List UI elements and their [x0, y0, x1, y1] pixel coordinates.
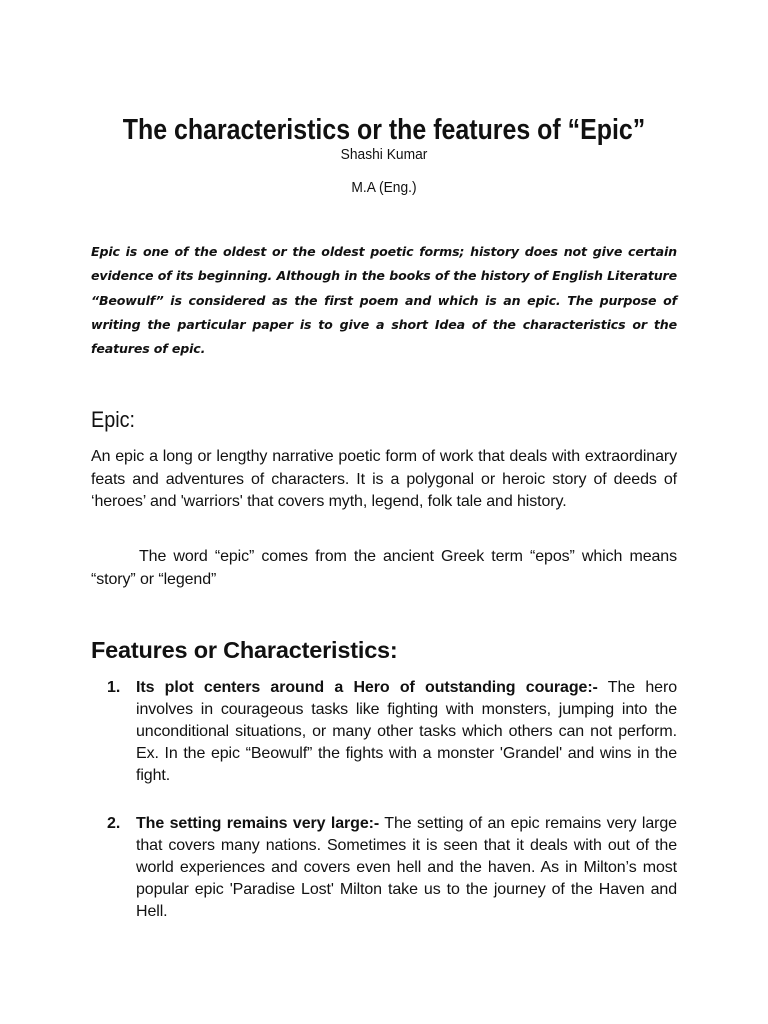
feature-list-item — [91, 813, 677, 923]
abstract-paragraph: Epic is one of the oldest or the oldest poetic forms; history does not give certain evidence of its beginning. Although in the books of the history of English Literature “Beowulf” is considered as the first poem and which is an epic. The purpose of writing the particular paper is to give a short Idea of the characteristics or the features of epic. — [91, 244, 677, 357]
feature-lead: The setting remains very large:- — [136, 815, 380, 832]
feature-text: The setting of an epic remains very large that covers many nations. Sometimes it is seen that it deals with out of the world experiences and covers even hell and the haven. As in Milton’s most popular epic 'Paradise Lost' Milton take us to the journey of the Haven and Hell. — [136, 815, 677, 920]
author-name: Shashi Kumar — [340, 146, 428, 163]
feature-lead: Its plot centers around a Hero of outstanding courage:- — [136, 679, 598, 696]
feature-text: The hero involves in courageous tasks like fighting with monsters, jumping into the unconditional situations, or many other tasks which others can not perform. Ex. In the epic “Beowulf” the fights with a monster 'Grandel' and wins in the fight. — [136, 679, 677, 784]
epic-etymology-paragraph: The word “epic” comes from the ancient Greek term “epos” which means “story” or “legend” — [91, 548, 677, 588]
feature-body — [136, 677, 677, 787]
list-number: 2. — [107, 815, 121, 832]
document-title: The characteristics or the features of “Epic” — [122, 114, 646, 147]
author-degree: M.A (Eng.) — [351, 179, 417, 196]
section-heading-epic: Epic: — [91, 407, 136, 432]
section-heading-features: Features or Characteristics: — [91, 637, 398, 663]
feature-list-item — [91, 677, 677, 787]
feature-body — [136, 813, 677, 923]
list-number: 1. — [107, 679, 121, 696]
epic-definition-paragraph: An epic a long or lengthy narrative poetic form of work that deals with extraordinary feats and adventures of characters. It is a polygonal or heroic story of deeds of ‘heroes’ and 'warriors' that covers myth, legend, folk tale and history. — [91, 448, 677, 510]
